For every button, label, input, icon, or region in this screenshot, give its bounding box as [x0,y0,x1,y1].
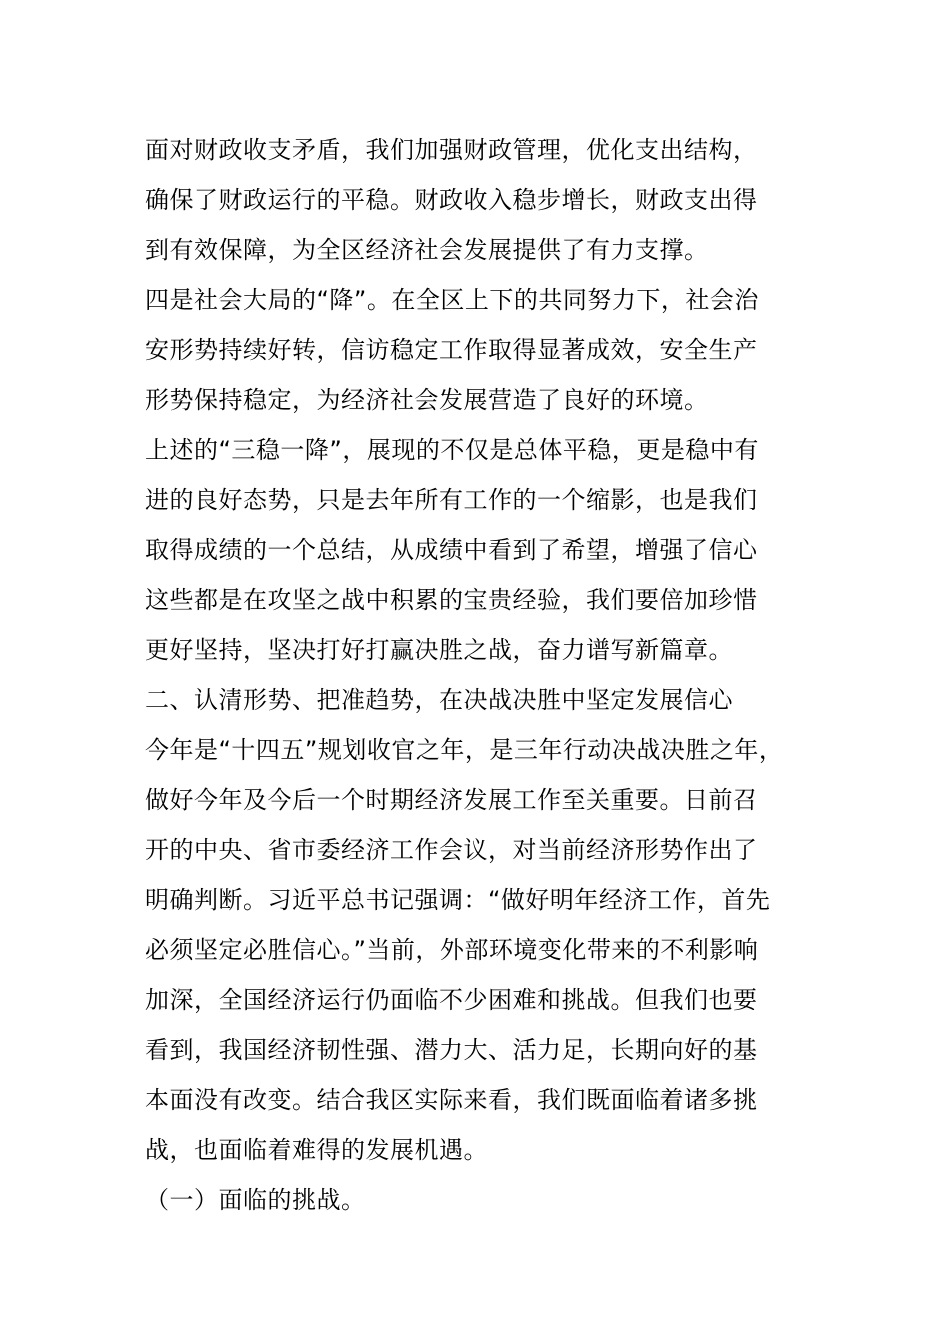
section-heading: 二、认清形势、把准趋势，在决战决胜中坚定发展信心 [145,686,733,714]
text-line: 加深，全国经济运行仍面临不少困难和挑战。但我们也要 [145,986,758,1014]
text-line: 开的中央、省市委经济工作会议，对当前经济形势作出了 [145,836,758,864]
text-line: 到有效保障，为全区经济社会发展提供了有力支撑。 [145,236,709,264]
text-line: 安形势持续好转，信访稳定工作取得显著成效，安全生产 [145,336,758,364]
subsection-heading: （一）面临的挑战。 [145,1186,366,1214]
text-line: 确保了财政运行的平稳。财政收入稳步增长，财政支出得 [145,186,758,214]
text-line: 战，也面临着难得的发展机遇。 [145,1136,488,1164]
text-line: 更好坚持，坚决打好打赢决胜之战，奋力谱写新篇章。 [145,636,733,664]
text-line: 上述的“三稳一降”，展现的不仅是总体平稳，更是稳中有 [145,436,759,464]
text-line: 做好今年及今后一个时期经济发展工作至关重要。日前召 [145,786,758,814]
text-line: 面对财政收支矛盾，我们加强财政管理，优化支出结构， [145,136,758,164]
text-line: 形势保持稳定，为经济社会发展营造了良好的环境。 [145,386,709,414]
text-line: 取得成绩的一个总结，从成绩中看到了希望，增强了信心 [145,536,758,564]
text-line: 本面没有改变。结合我区实际来看，我们既面临着诸多挑 [145,1086,758,1114]
document-body [145,125,845,1225]
text-line: 四是社会大局的“降”。在全区上下的共同努力下，社会治 [145,286,759,314]
text-line: 今年是“十四五”规划收官之年，是三年行动决战决胜之年， [145,736,784,764]
text-line: 必须坚定必胜信心。”当前，外部环境变化带来的不利影响 [145,936,759,964]
text-line: 进的良好态势，只是去年所有工作的一个缩影，也是我们 [145,486,758,514]
text-line: 看到，我国经济韧性强、潜力大、活力足，长期向好的基 [145,1036,758,1064]
text-line: 明确判断。习近平总书记强调：“做好明年经济工作，首先 [145,886,771,914]
text-line: 这些都是在攻坚之战中积累的宝贵经验，我们要倍加珍惜 [145,586,758,614]
